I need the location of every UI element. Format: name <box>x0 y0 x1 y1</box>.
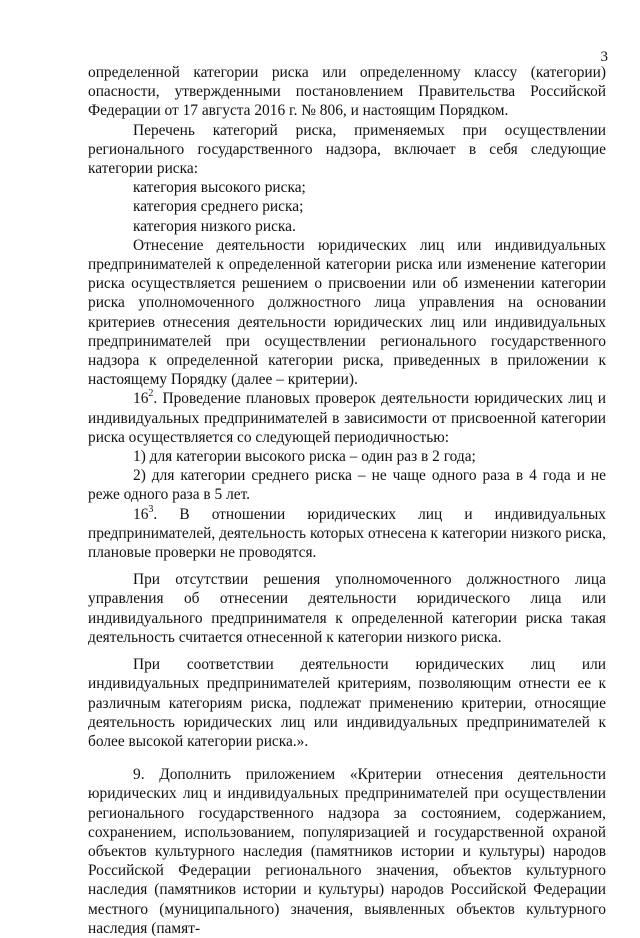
item-9: 9. Дополнить приложением «Критерии отнесения деятельности юридических лиц и индивидуальных предпринимателей при осуществлении регионального государственного надзора за состоянием, содержанием, сохранением, использованием, популяризацией и государственной охраной объектов культурного наследия (памятников истории и культуры) народов Российской Федерации регионального значения, объектов культурного наследия (памятников истории и культуры) народов Российской Федерации местного (муниципального) значения, выявленных объектов культурного наследия (памят- <box>88 766 606 937</box>
periodicity-high-risk: 1) для категории высокого риска – один раз в 2 года; <box>133 448 476 466</box>
paragraph-risk-list-intro: Перечень категорий риска, применяемых при осуществлении регионального государственного надзора, включает в себя следующие категории риска: <box>88 121 606 178</box>
clause-16-3 <box>88 505 606 563</box>
periodicity-medium-risk: 2) для категории среднего риска – не чаще одного раза в 4 года и не реже одного раза в 5 лет. <box>88 467 606 504</box>
clause-16-3-text: . В отношении юридических лиц и индивидуальных предпринимателей, деятельность которых отнесена к категории низкого риска, плановые проверки не проводятся. <box>88 505 606 562</box>
paragraph-continuation: определенной категории риска или определенному классу (категории) опасности, утвержденными постановлением Правительства Российской Федерации от 17 августа 2016 г. № 806, и настоящим Порядком. <box>88 64 606 120</box>
paragraph-no-decision: При отсутствии решения уполномоченного должностного лица управления об отнесении деятельности юридического лица или индивидуального предпринимателя к определенной категории риска такая деятельность считается отнесенной к категории низкого риска. <box>88 571 606 646</box>
document-body <box>88 63 606 938</box>
clause-16-2 <box>88 389 606 447</box>
clause-16-2-text: . Проведение плановых проверок деятельности юридических лиц и индивидуальных предпринимателей в зависимости от присвоенной категории риска осуществляется со следующей периодичностью: <box>88 390 606 446</box>
clause-16-2-number: 16 <box>133 390 149 408</box>
paragraph-multiple-criteria: При соответствии деятельности юридических лиц или индивидуальных предпринимателей критериям, позволяющим отнести ее к различным категориям риска, подлежат применению критерии, относящие деятельность юридических лиц или индивидуальных предпринимателей к более высокой категории риска.». <box>88 656 606 750</box>
page-number: 3 <box>600 49 608 65</box>
clause-16-3-number: 16 <box>133 505 149 523</box>
risk-category-medium: категория среднего риска; <box>133 198 304 216</box>
risk-category-high: категория высокого риска; <box>133 179 306 197</box>
risk-category-low: категория низкого риска. <box>133 217 296 235</box>
clause-16-2-superscript: 2 <box>148 388 154 400</box>
clause-16-3-superscript: 3 <box>148 503 154 515</box>
paragraph-risk-assignment: Отнесение деятельности юридических лиц или индивидуальных предпринимателей к определенной категории риска или изменение категории риска осуществляется решением о присвоении или об изменении категории риска уполномоченного должностного лица управления на основании критериев отнесения деятельности юридических лиц или индивидуальных предпринимателей при осуществлении регионального государственного надзора к определенной категории риска, приведенных в приложении к настоящему Порядку (далее – критерии). <box>88 236 606 389</box>
